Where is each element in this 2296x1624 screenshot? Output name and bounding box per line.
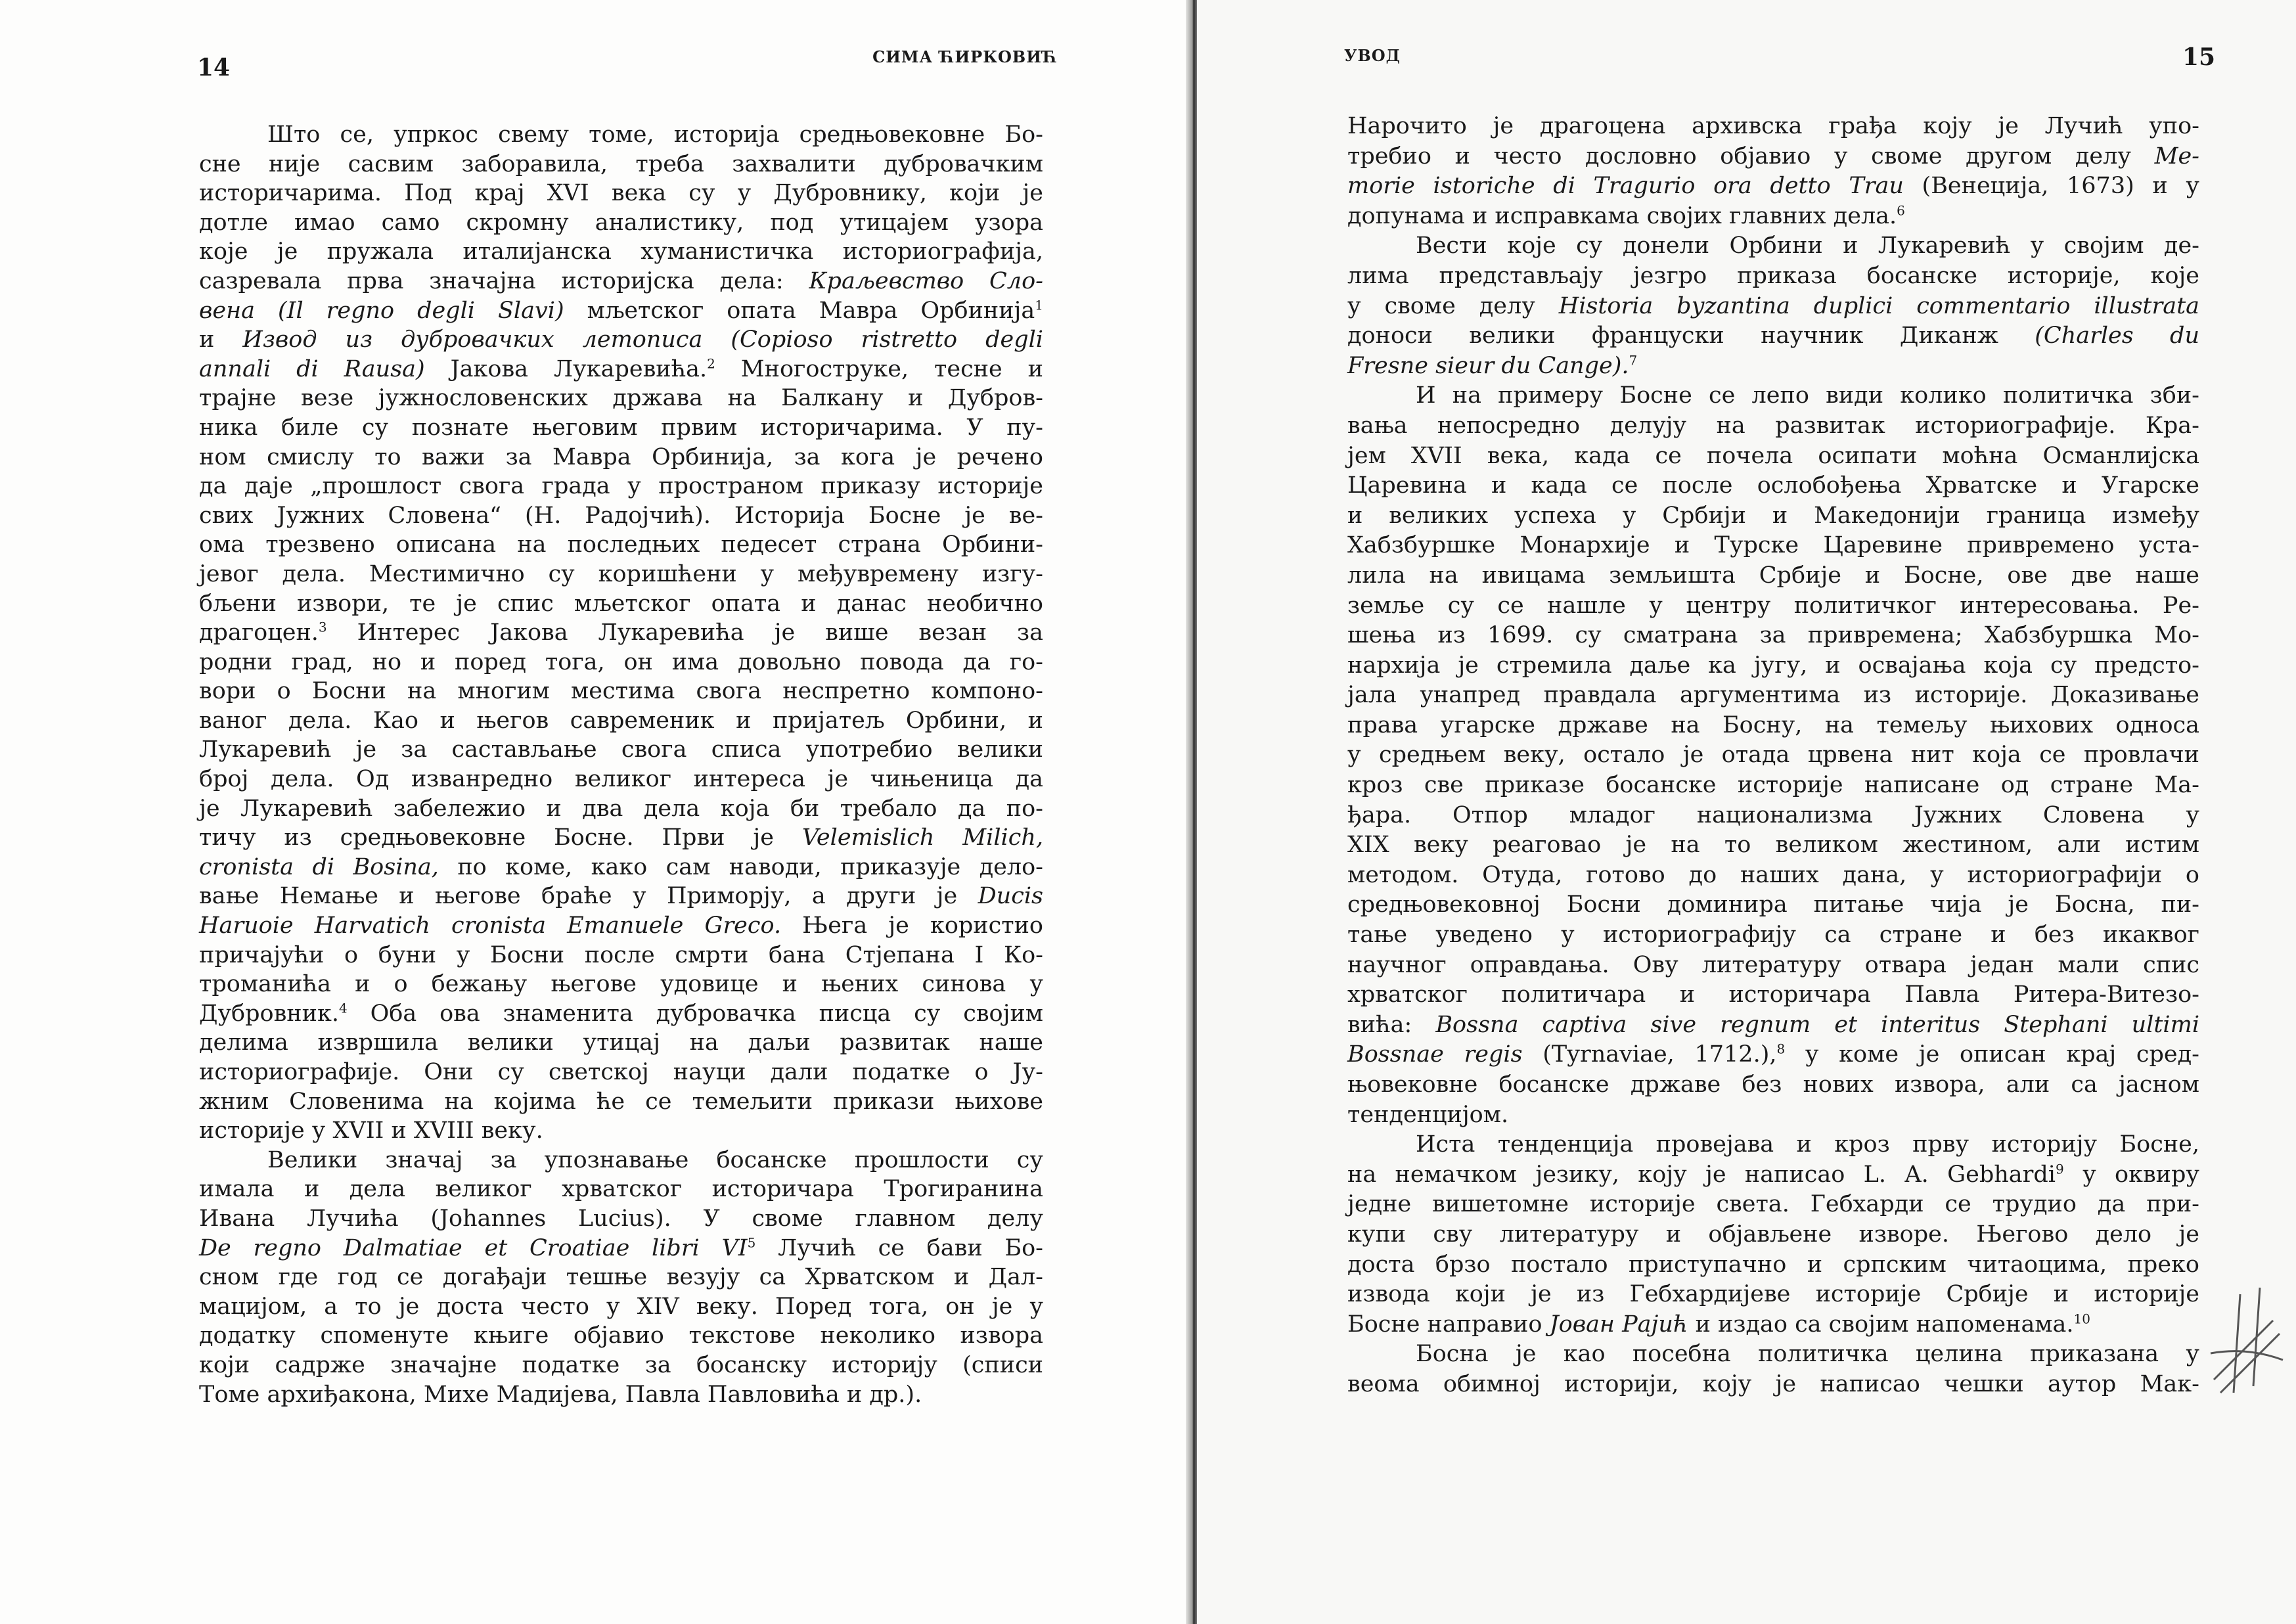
text-line [199,150,1043,179]
text-line [199,853,1043,882]
text-run: додатку споменуте књиге објавио текстове неколико извора [199,1322,1043,1349]
italic-text: annali di Rausa) [199,355,425,382]
footnote-marker: 2 [707,355,715,372]
text-run: Хабзбуршке Монархије и Турске Царевине привремено уста- [1347,532,2199,559]
text-run: у оквиру [2063,1161,2199,1188]
text-run: методом. Отуда, готово до наших дана, у историографији о [1347,861,2199,888]
text-run: Интерес Јакова Лукаревића је више везан за [326,620,1043,646]
text-run: вића: [1347,1011,1436,1038]
text-run: по коме, како сам наводи, приказује дело- [438,853,1043,880]
italic-text: Velemislich Milich, [801,824,1043,851]
text-line [1347,1370,2199,1400]
text-line [1347,890,2199,920]
text-run: мљетског опата Мавра Орбинија [564,297,1035,324]
text-run: историје у XVII и XVIII веку. [199,1117,543,1144]
text-line [1347,381,2199,411]
text-line [199,1204,1043,1234]
text-line [199,1263,1043,1292]
text-line [1347,1010,2199,1041]
text-run: купи сву литературу и објављене изворе. Његово дело је [1347,1221,2199,1248]
text-line [199,1087,1043,1117]
text-run: сазревала прва значајна историјска дела: [199,267,809,294]
italic-text: De regno Dalmatiae et Croatiae libri VI [199,1234,748,1261]
text-line [199,1058,1043,1087]
text-line [199,296,1043,326]
text-run: нархија је стремила даље ка југу, и освајања која су предсто- [1347,652,2199,679]
italic-text: вена (Il regno degli Slavi) [199,297,564,324]
text-line [1347,231,2199,261]
text-line [1347,861,2199,891]
text-line [199,589,1043,619]
text-line [199,530,1043,560]
text-line [1347,142,2199,172]
text-line [199,560,1043,589]
text-run: и издао са својим напоменама. [1688,1311,2074,1338]
text-run: (Венеција, 1673) и у [1903,173,2199,200]
text-line [199,501,1043,531]
text-run: Босне направио [1347,1311,1550,1338]
text-line [1347,591,2199,621]
text-run: вање Немање и његове браће у Приморју, а други је [199,883,978,910]
text-run: ника биле су познате његовим првим историчарима. У пу- [199,414,1043,441]
text-run: кроз све приказе босанске историје написане од стране Ма- [1347,772,2199,799]
text-run: требио и често дословно објавио у своме другом делу [1347,143,2155,169]
text-run: јала унапред правдала аргументима из историје. Доказивање [1347,682,2199,709]
text-line [199,472,1043,501]
text-run: сне није сасвим заборавила, треба захвалити дубровачким [199,150,1043,177]
text-line [1347,1220,2199,1250]
text-run: Иста тенденција провејава и кроз прву историју Босне, [1416,1131,2199,1158]
text-line [1347,411,2199,441]
italic-text: Јован Рајић [1549,1311,1688,1338]
text-run: хрватског политичара и историчара Павла Ритера-Витезо- [1347,981,2199,1008]
text-run: лима представљају језгро приказа босанске историје, које [1347,262,2199,289]
text-line [199,823,1043,853]
text-run: имала и дела великог хрватског историчара Трогиранина [199,1176,1043,1203]
text-run: и [199,327,243,353]
italic-text: Haruoie Harvatich cronista Emanuele Greco. [199,913,782,939]
text-run: средњовековној Босни доминира питање чија је Босна, пи- [1347,891,2199,918]
text-run: Ивана Лучића (Johannes Lucius). У своме главном делу [199,1205,1043,1232]
page-number: 15 [2182,43,2216,71]
text-line [199,999,1043,1029]
text-run: Јакова Лукаревића. [424,355,708,382]
text-run: које је пружала италијанска хуманистичка историографија, [199,238,1043,265]
text-run: (Tyrnaviae, 1712.), [1522,1041,1777,1068]
text-run: једне вишетомне историје света. Гебхарди се трудио да при- [1347,1191,2199,1218]
text-line [1347,1100,2199,1131]
text-run: Царевина и када се после ослобођења Хрватске и Угарске [1347,472,2199,499]
text-line [1347,112,2199,142]
text-line [199,1146,1043,1175]
text-line [1347,202,2199,232]
text-run: ђара. Отпор младог национализма Јужних Словена у [1347,801,2199,828]
text-run: дотле имао само скромну аналистику, под утицајем узора [199,209,1043,236]
text-line [1347,1040,2199,1070]
text-line [199,1292,1043,1322]
text-run: Оба ова знаменита дубровачка писца су својим [347,1000,1043,1027]
italic-text: Bossna captiva sive regnum et interitus Stephani ultimi [1435,1011,2200,1038]
text-line [1347,980,2199,1010]
text-line [199,970,1043,999]
footnote-marker: 6 [1897,202,1905,219]
text-run: научног оправдања. Ову литературу отвара један мали спис [1347,951,2199,978]
footnote-marker: 7 [1629,352,1638,369]
text-run: на немачком језику, коју је написао L. A. Gebhardi [1347,1161,2056,1188]
text-run: Лукаревић је за састављање свога списа употребио велики [199,736,1043,763]
italic-text: morie istoriche di Tragurio ora detto Trau [1347,173,1904,200]
text-run: веома обимној историји, коју је написао чешки аутор Мак- [1347,1370,2199,1397]
italic-text: cronista di Bosina, [199,853,439,880]
italic-text: (Charles du [2035,323,2199,350]
text-run: историчарима. Под крај XVI века су у Дубровнику, који је [199,180,1043,207]
text-run: ном смислу то важи за Мавра Орбинија, за кога је речено [199,443,1043,470]
text-line [199,677,1043,706]
text-line [199,413,1043,443]
text-line [1347,771,2199,801]
text-run: причајући о буни у Босни после смрти бана Стјепана I Ко- [199,941,1043,968]
text-line [199,706,1043,736]
text-run: Што се, упркос свему томе, историја средњовековне Бо- [267,122,1043,148]
running-head: СИМА ЋИРКОВИЋ [872,47,1058,66]
text-line [199,267,1043,296]
text-run: И на примеру Босне се лепо види колико политичка зби- [1416,382,2199,409]
text-run: трајне везе јужнословенских држава на Балкану и Дубров- [199,385,1043,412]
footnote-marker: 10 [2073,1311,2090,1327]
text-line [1347,561,2199,591]
text-run: у средњем веку, остало је отада црвена нит која се провлачи [1347,742,2199,769]
text-run: Лучић се бави Бо- [755,1234,1044,1261]
right-text-column [1347,112,2199,1400]
text-run: вања непосредно делују на развитак историографије. Кра- [1347,412,2199,439]
text-line [199,325,1043,355]
text-line [199,1234,1043,1263]
italic-text: Краљевство Сло- [809,267,1043,294]
text-run: допунама и исправкама својих главних дела. [1347,202,1897,229]
text-line [199,1380,1043,1410]
text-run: троманића и о бежању његове удовице и њених синова у [199,971,1043,998]
text-line [1347,501,2199,531]
text-line [1347,651,2199,681]
text-run: свих Јужних Словена“ (Н. Радојчић). Историја Босне је ве- [199,502,1043,529]
footnote-marker: 3 [318,619,327,635]
right-page [1197,0,2296,1624]
italic-text: Historia byzantina duplici commentario illustrata [1558,292,2199,319]
text-run: Велики значај за упознавање босанске прошлости су [267,1146,1043,1173]
text-run: Њега је користио [781,913,1043,939]
text-run: тање уведено у историографију са стране и без икаквог [1347,922,2199,949]
text-line [199,765,1043,794]
text-line [199,941,1043,970]
text-run: вори о Босни на многим местима свога неспретно компоно- [199,678,1043,705]
text-line [199,208,1043,238]
text-line [1347,1190,2199,1220]
text-line [1347,1310,2199,1340]
text-line [1347,441,2199,472]
text-line [1347,801,2199,831]
text-run: земље су се нашле у центру политичког интересовања. Ре- [1347,592,2199,619]
text-line [199,882,1043,911]
text-run: је Лукаревић забележио и два дела која би требало да по- [199,795,1043,822]
footnote-marker: 9 [2055,1161,2064,1177]
page-number: 14 [197,54,231,81]
text-run: у своме делу [1347,292,1559,319]
text-line [1347,681,2199,711]
text-run: Нарочито је драгоцена архивска грађа коју је Лучић упо- [1347,113,2199,139]
text-run: Многоструке, тесне и [715,355,1043,382]
text-line [1347,830,2199,861]
text-run: ома трезвено описана на последњих педесет страна Орбини- [199,531,1043,558]
text-run: права угарске државе на Босну, на темељу њихових односа [1347,711,2199,738]
text-run: родни град, но и поред тога, он има довољно повода да го- [199,648,1043,675]
text-run: извода који је из Гебхардијеве историје Србије и историје [1347,1281,2199,1308]
text-run: доста брзо постало приступачно и српским читаоцима, преко [1347,1251,2199,1278]
handwritten-mark [2207,1281,2286,1399]
italic-text: Ducis [978,883,1043,910]
text-line [199,355,1043,384]
text-run: Вести које су донели Орбини и Лукаревић у својим де- [1416,233,2199,259]
text-line [1347,1250,2199,1280]
text-run: Босна је као посебна политичка целина приказана у [1416,1341,2199,1368]
text-run: број дела. Од изванредно великог интереса је чињеница да [199,766,1043,793]
text-run: да даје „прошлост свога града у пространом приказу историје [199,473,1043,500]
text-run: жним Словенима на којима ће се темељити прикази њихове [199,1088,1043,1115]
text-run: шења из 1699. су сматрана за привремена; Хабзбуршка Мо- [1347,622,2199,649]
text-line [199,618,1043,648]
text-line [199,1028,1043,1058]
text-run: који садрже значајне податке за босанску историју (списи [199,1351,1043,1378]
italic-text: Fresne sieur du Cange). [1347,352,1629,379]
text-line [1347,1130,2199,1160]
text-run: тенденцијом. [1347,1101,1509,1128]
text-line [199,648,1043,677]
left-text-column [199,120,1043,1409]
text-line [199,794,1043,824]
text-line [199,735,1043,765]
text-run: доноси велики француски научник Диканж [1347,323,2035,350]
text-line [1347,1070,2199,1100]
text-run: у коме је описан крај сред- [1785,1041,2199,1068]
text-line [1347,621,2199,651]
text-line [1347,351,2199,382]
text-line [199,120,1043,150]
footnote-marker: 1 [1035,296,1044,313]
text-line [1347,740,2199,771]
text-line [199,237,1043,267]
text-run: Дубровник. [199,1000,339,1027]
text-run: историографије. Они су светској науци дали податке о Ју- [199,1059,1043,1085]
text-run: сном где год се догађаји тешње везују са Хрватском и Дал- [199,1264,1043,1291]
text-run: Томе архиђакона, Михе Мадијева, Павла Павловића и др.). [199,1381,922,1408]
text-run: XIX веку реаговао је на то великом жестином, али истим [1347,832,2199,859]
text-line [199,1175,1043,1204]
footnote-marker: 8 [1776,1041,1786,1057]
text-line [1347,1280,2199,1310]
text-line [199,911,1043,941]
text-line [1347,171,2199,202]
text-line [199,1116,1043,1146]
text-line [1347,292,2199,322]
footnote-marker: 4 [338,1000,348,1016]
text-line [1347,1160,2199,1190]
text-line [1347,471,2199,501]
footnote-marker: 5 [747,1234,756,1250]
text-line [199,384,1043,413]
italic-text: Bossnae regis [1347,1041,1523,1068]
text-run: мацијом, а то је доста често у XIV веку. Поред тога, он је у [199,1293,1043,1320]
text-run: и великих успеха у Србији и Македонији граница између [1347,502,2199,529]
text-line [1347,951,2199,981]
text-line [1347,711,2199,741]
italic-text: Извод из дубровачких летописа (Copioso ristretto degli [242,327,1043,353]
text-run: бљени извори, те је спис мљетског опата и данас необично [199,590,1043,617]
text-run: драгоцен. [199,620,319,646]
text-run: лила на ивицама земљишта Србије и Босне, ове две наше [1347,562,2199,589]
text-line [1347,531,2199,561]
text-line [1347,920,2199,951]
text-line [199,1351,1043,1380]
italic-text: Ме- [2154,143,2199,169]
text-line [1347,1340,2199,1370]
text-run: јем XVII века, када се почела осипати моћна Османлијска [1347,442,2199,469]
text-line [1347,321,2199,351]
text-line [199,1321,1043,1351]
text-run: њовековне босанске државе без нових извора, али са јасном [1347,1071,2199,1098]
text-run: делима извршила велики утицај на даљи развитак наше [199,1029,1043,1056]
text-line [199,443,1043,472]
text-run: тичу из средњовековне Босне. Први је [199,824,802,851]
text-run: ваног дела. Као и његов савременик и пријатељ Орбини, и [199,707,1043,734]
text-line [199,179,1043,208]
text-line [1347,261,2199,292]
text-run: јевог дела. Местимично су коришћени у међувремену изгу- [199,560,1043,587]
running-head: УВОД [1344,46,1401,65]
